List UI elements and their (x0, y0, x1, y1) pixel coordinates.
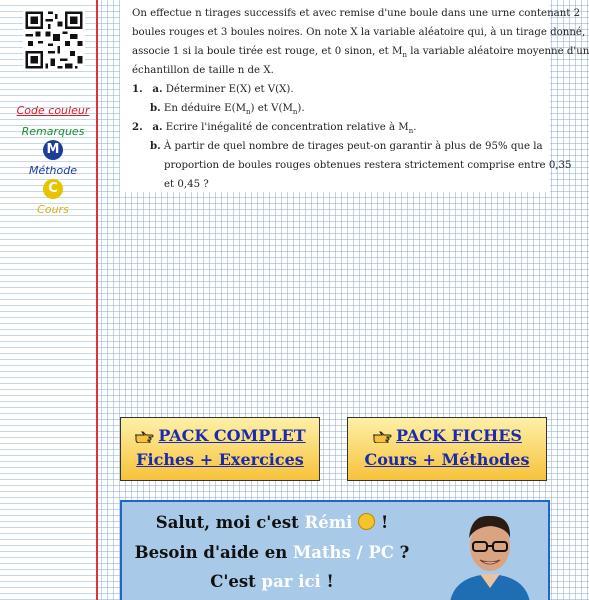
pointing-hand-icon (372, 429, 392, 443)
pack-fiches-title: PACK FICHES (396, 426, 522, 445)
banner-line-2: Besoin d'aide en Maths / PC ? (134, 543, 410, 562)
legend-methode: Méthode (28, 164, 78, 177)
qr-code-icon[interactable] (23, 9, 85, 71)
methode-badge-icon: M (43, 140, 63, 160)
question-1a: 1. a. Déterminer E(X) et V(X). (132, 83, 294, 95)
intro-line-2: boules rouges et 3 boules noires. On note X la variable aléatoire qui, à un tirage donné, (132, 27, 586, 38)
question-2b-line-1: b. À partir de quel nombre de tirages peut-on garantir à plus de 95% que la (150, 140, 543, 152)
color-code-legend (14, 104, 92, 216)
intro-line-3: associe 1 si la boule tirée est rouge, et 0 sinon, et $M_n$ la variable aléatoire moyenne d'un (132, 46, 589, 60)
legend-remarques: Remarques (21, 125, 85, 138)
pack-fiches-subtitle: Cours + Méthodes (364, 450, 530, 469)
cours-badge-icon: C (43, 179, 63, 199)
banner-line-3[interactable]: C'est par ici ! (210, 572, 334, 591)
question-2b-line-2: proportion de boules rouges obtenues restera strictement comprise entre 0,35 (164, 160, 572, 171)
person-photo-icon (440, 508, 540, 600)
smiley-wink-icon (358, 513, 375, 530)
help-banner[interactable] (120, 500, 550, 600)
question-1b: b. En déduire $E(M_n)$ et $V(M_n)$. (150, 102, 305, 117)
pointing-hand-icon (134, 429, 154, 443)
pack-complet-button[interactable] (120, 417, 320, 481)
pack-complet-title: PACK COMPLET (158, 426, 306, 445)
exercise-block (120, 0, 589, 192)
pack-complet-subtitle: Fiches + Exercices (136, 450, 304, 469)
intro-line-1: On effectue n tirages successifs et avec remise d'une boule dans une urne contenant 2 (132, 8, 581, 19)
margin-red-line (96, 0, 98, 600)
question-2b-line-3: et 0,45 ? (164, 179, 209, 190)
pack-fiches-button[interactable] (347, 417, 547, 481)
legend-cours: Cours (37, 203, 69, 216)
intro-line-4: échantillon de taille n de X. (132, 65, 274, 76)
legend-title: Code couleur (16, 104, 90, 117)
question-2a: 2. a. Ecrire l'inégalité de concentration relative à $M_n$. (132, 121, 417, 136)
left-margin (0, 0, 96, 600)
banner-line-1: Salut, moi c'est Rémi ! (155, 513, 389, 532)
